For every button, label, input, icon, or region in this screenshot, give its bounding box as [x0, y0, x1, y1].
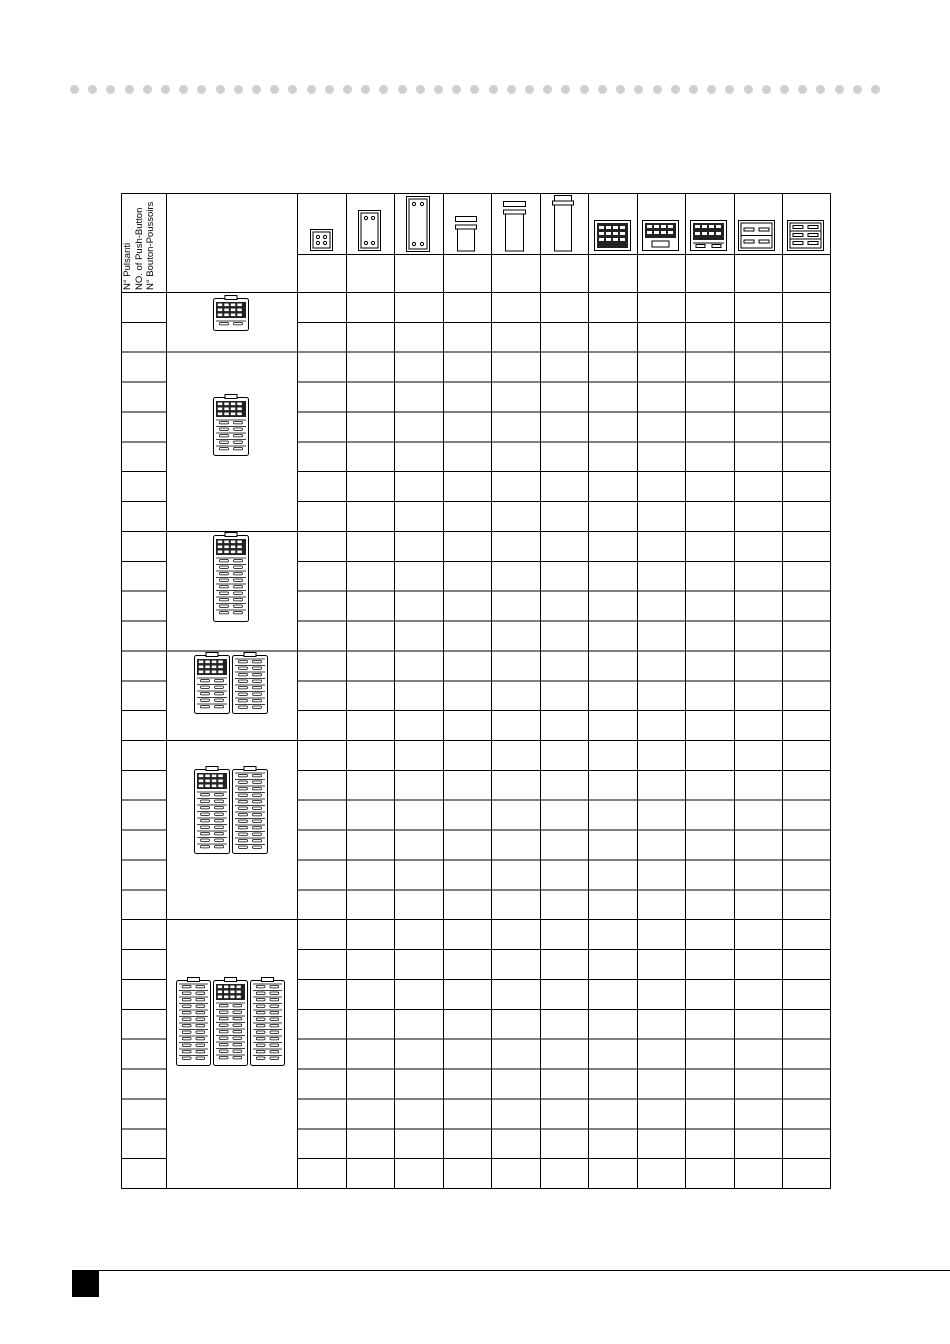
- page-marker: [72, 1271, 99, 1297]
- frame-2-module-icon: [503, 201, 526, 252]
- footer-rule: [72, 1270, 950, 1271]
- panel-2-module-icon: [213, 394, 249, 456]
- box-1-module-icon: [310, 229, 333, 251]
- header-label-french: N° Bouton-Poussoirs: [145, 201, 156, 290]
- box-2-module-icon: [358, 210, 381, 251]
- push-button-2-module-icon: [738, 220, 775, 251]
- panel-1-module-icon: [213, 295, 249, 331]
- push-button-4-module-icon: [787, 220, 824, 251]
- keypad-module-icon: [594, 220, 631, 251]
- frame-3-module-icon: [552, 195, 574, 252]
- keypad-buttons-module-icon: [690, 220, 727, 251]
- panel-2x3-module-icon: [194, 766, 268, 854]
- box-3-module-icon: [406, 196, 430, 252]
- panel-3-module-icon: [213, 532, 249, 622]
- keypad-display-module-icon: [642, 220, 679, 251]
- frame-1-module-icon: [455, 216, 477, 252]
- panel-2x2-module-icon: [194, 652, 268, 714]
- push-button-count-header: [122, 196, 162, 290]
- header-label-english: NO. of Push-Button: [133, 207, 145, 290]
- panel-3x3-module-icon: [176, 977, 285, 1066]
- header-label-italian: N° Pulsanti: [122, 242, 133, 290]
